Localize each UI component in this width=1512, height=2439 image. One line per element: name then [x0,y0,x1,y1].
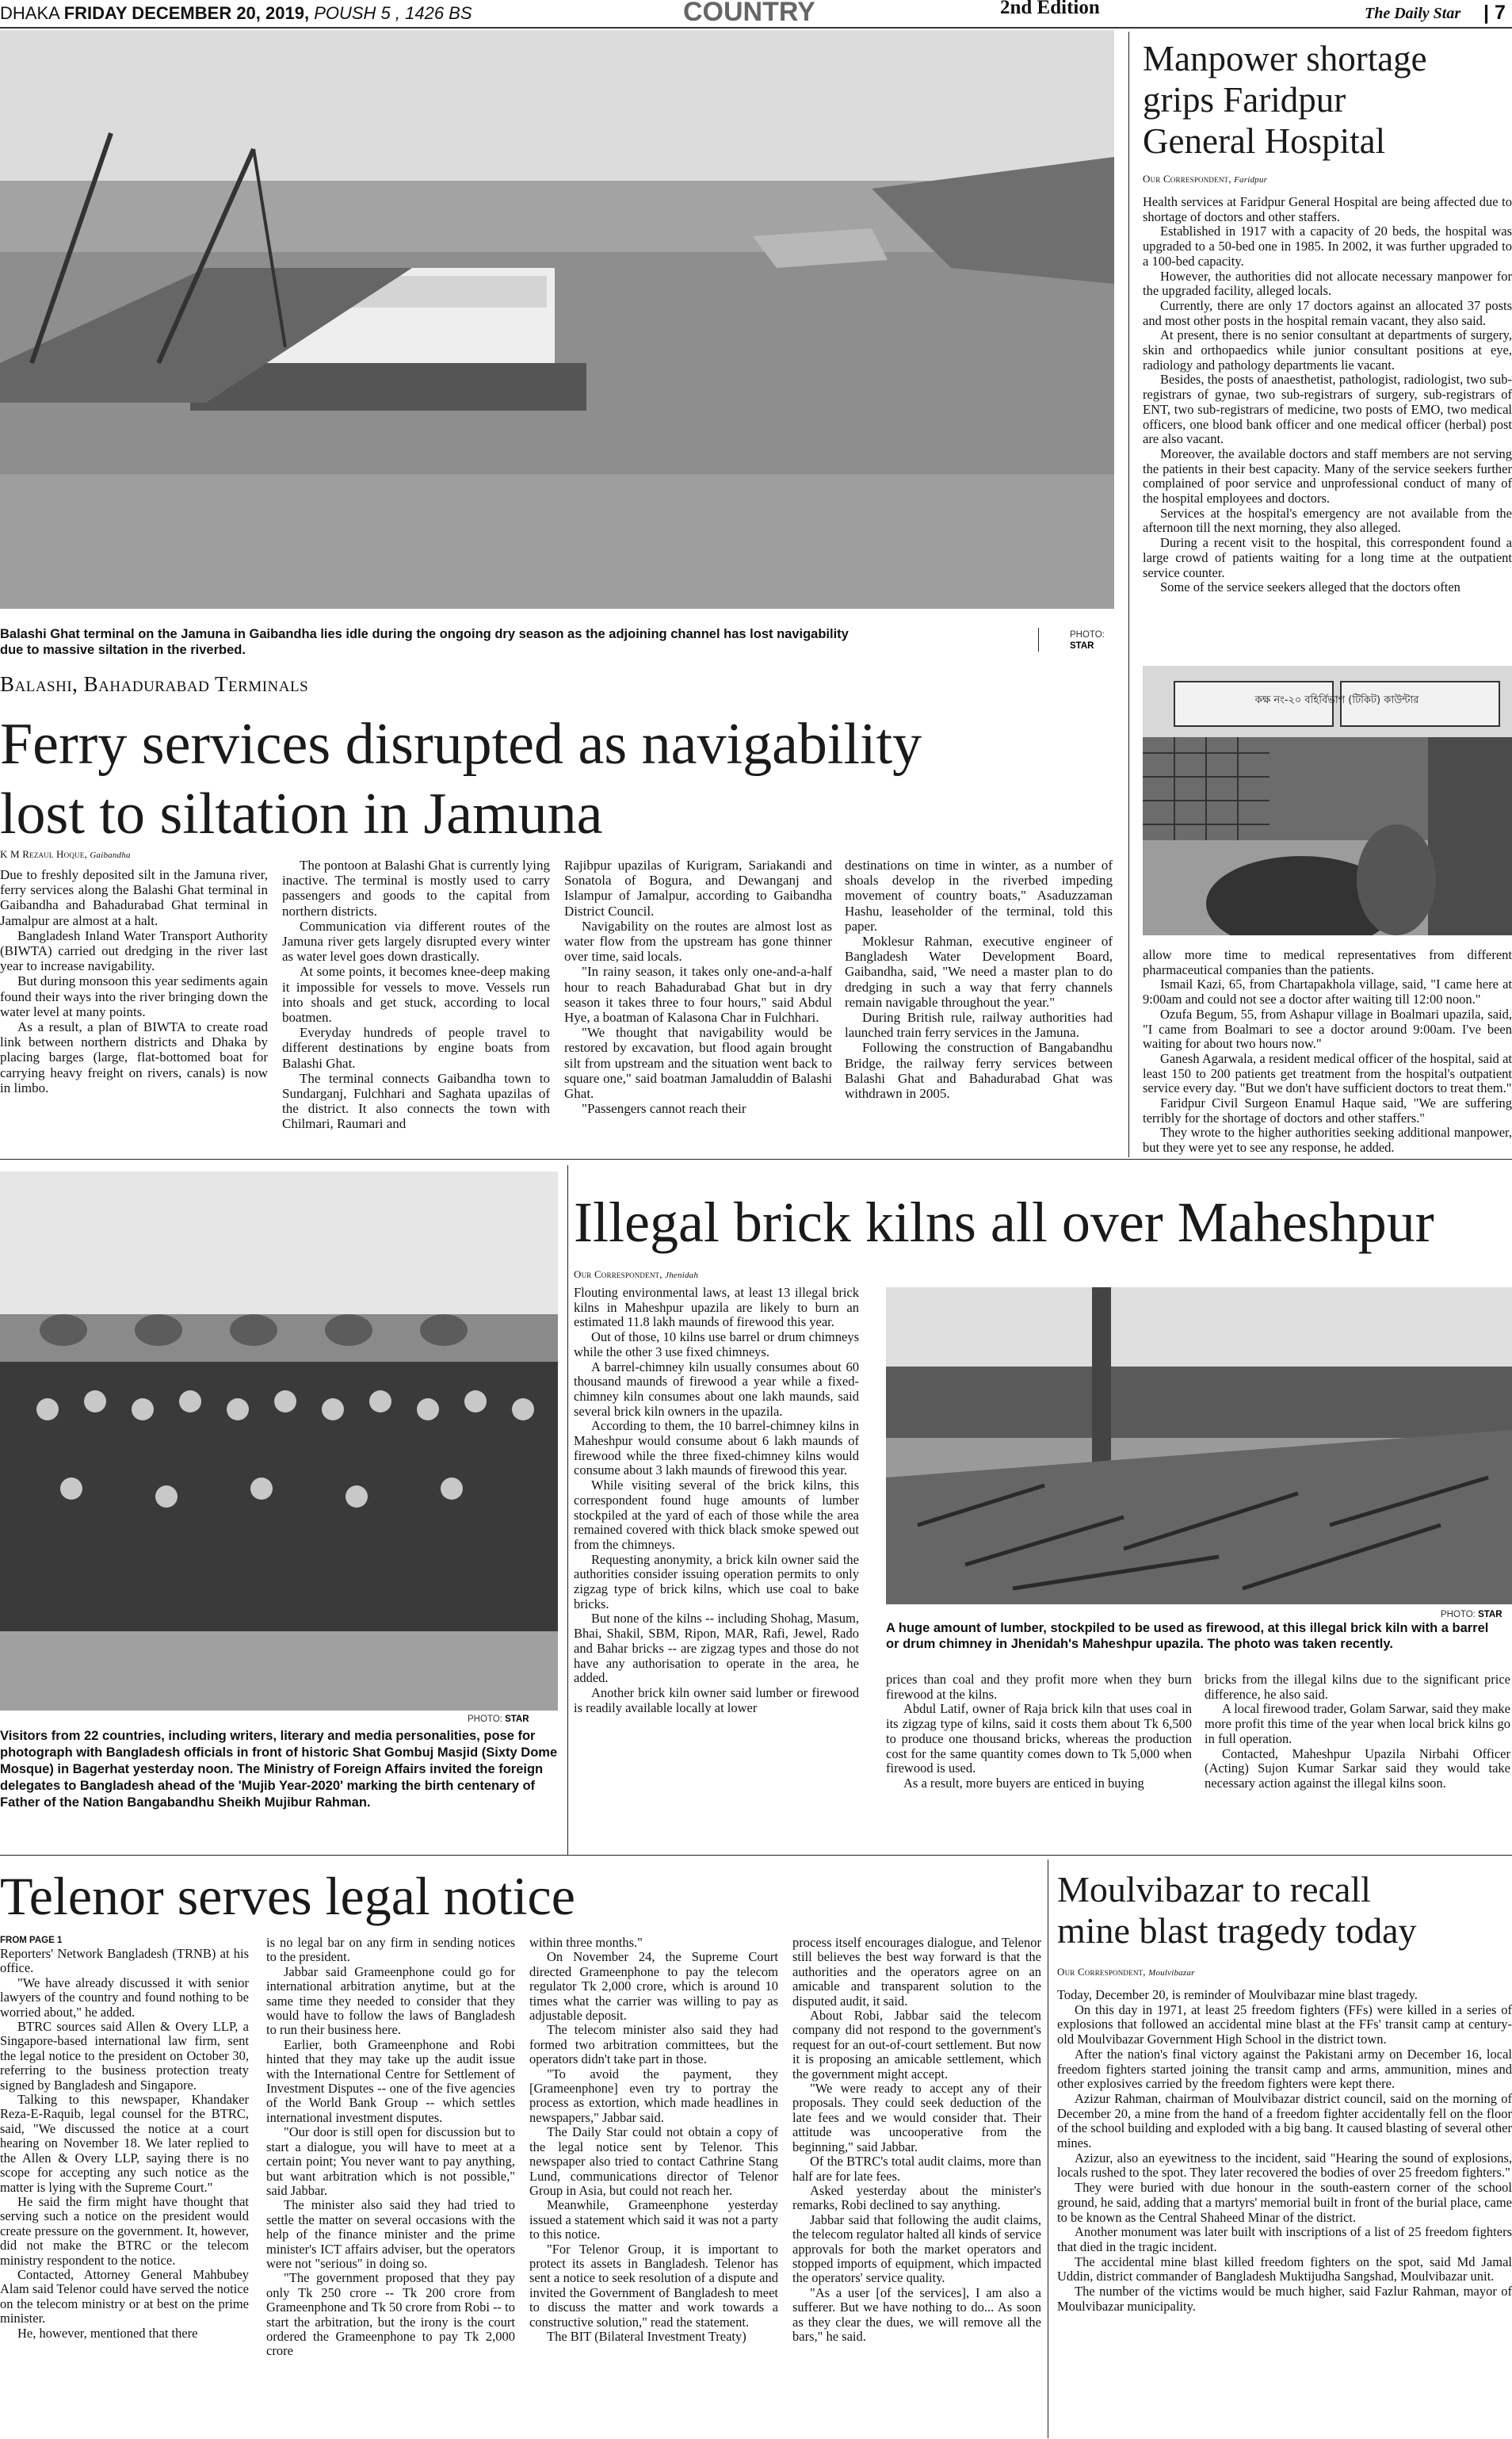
brick-kiln-photo [886,1287,1512,1604]
manpower-headline: Manpower shortage grips Faridpur General Hospital [1143,39,1427,161]
manpower-byline: Our Correspondent, Faridpur [1143,173,1268,185]
ferry-col-2: The pontoon at Balashi Ghat is currently lying inactive. The terminal is mostly used to carry passengers and goods to the capital from northern districts. Communication via different routes of the Jamuna river gets largely disrupted every winter as water level goes down drastically. At some points, it becomes knee-deep making it impossible for vessels to move. Vessels run into shoals and get stuck, according to local boatmen. Everyday hundreds of people travel to different destinations by engine boats from Balashi Ghat. The terminal connects Gaibandha town to Sundarganj, Fulchhari and Saghata upazilas of the district. It also connects the town with Chilmari, Raumari and [282,858,550,1132]
ferry-byline: K M Rezaul Hoque, Gaibandha [0,848,131,860]
manpower-body-top: Health services at Faridpur General Hospital are being affected due to shortage of doctors and other staffers. Established in 1917 with a capacity of 20 beds, the hospital was upgraded to a 50-bed one in 1985. In 2002, it was further upgraded to a 100-bed capacity. However, the authorities did not allocate necessary manpower for the upgraded facility, alleged locals. Currently, there are only 17 doctors against an allocated 37 posts and most other posts in the hospital remain vacant, they also said. At present, there is no senior consultant at departments of surgery, skin and orthopaedics while junior consultant positions at eye, radiology and pathology departments lie vacant. Besides, the posts of anaesthetist, pathologist, radiologist, two sub-registrars of gynae, two sub-registrars of surgery, sub-registrars of ENT, two sub-registrars of medicine, two posts of EMO, two medical officers, one blood bank officer and one medical officer (herbal) post are also vacant. Moreover, the available doctors and staff members are not serving the patients in their best capacity. Many of the service seekers further complained of poor service and unprofessional conduct of many of the hospital employees and doctors. Services at the hospital's emergency are not available from the afternoon till the next morning, they also alleged. During a recent visit to the hospital, this correspondent found a large crowd of patients waiting for a long time at the outpatient service counter. Some of the service seekers alleged that the doctors often [1143,194,1512,595]
ferry-kicker: Balashi, Bahadurabad Terminals [0,672,309,696]
visitors-photo-caption: Visitors from 22 countries, including writers, literary and media personalities, pose for photograph with Bangladesh officials in front of historic Shat Gombuj Masjid (Sixty Dome Mosque) in Bagerhat yesterday noon. The Ministry of Foreign Affairs invited the foreign delegates to Bangladesh ahead of the 'Mujib Year-2020' marking the birth centenary of Father of the Nation Bangabandhu Sheikh Mujibur Rahman. [0,1729,558,1810]
visitors-photo [0,1172,558,1711]
ferry-col-3: Rajibpur upazilas of Kurigram, Sariakandi and Sonatola of Bogura, and Dewanganj and Islampur of Jamalpur, according to Gaibandha District Council. Navigability on the routes are almost lost as water flow from the upstream has gone thinner over time, said locals. "In rainy season, it takes only one-and-a-half hour to reach Bahadurabad Ghat but in dry season it takes three to four hours," said Abdul Hye, a boatman of Kalasona Char in Fulchhari. "We thought that navigability would be restored by excavation, but flood again brought silt from upstream and the situation went back to square one," said boatman Jamaluddin of Balashi Ghat. "Passengers cannot reach their [564,858,832,1117]
telenor-col-3: within three months." On November 24, the Supreme Court directed Grameenphone to pay the telecom regulator Tk 2,000 crore, which is around 10 times what the carrier was willing to pay as adjustable deposit. The telecom minister also said they had formed two arbitration committees, but the operators didn't take part in those. "To avoid the payment, they [Grameenphone] even try to portray the process as extortion, which made headlines in newspapers," Jabbar said. The Daily Star could not obtain a copy of the legal notice sent by Telenor. This newspaper also tried to contact Cathrine Stang Lund, communications director of Telenor Group in Asia, but could not reach her. Meanwhile, Grameenphone yesterday issued a statement which said it was not a party to this notice. "For Telenor Group, it is important to protect its assets in Bangladesh. Telenor has sent a notice to seek resolution of a dispute and invited the Government of Bangladesh to meet to discuss the matter and work towards a constructive solution," read the statement. The BIT (Bilateral Investment Treaty) [529,1935,778,2344]
kilns-col-2: prices than coal and they profit more when they burn firewood at the kilns. Abdul Latif, owner of Raja brick kiln that uses coal in its zigzag type of kilns, said it costs them about Tk 6,500 to produce one thousand bricks, whereas the production cost for the same quantity comes down to Tk 5,000 when firewood is used. As a result, more buyers are enticed in buying [886,1672,1192,1791]
telenor-headline: Telenor serves legal notice [0,1866,575,1926]
visitors-photo-credit: PHOTO: STAR [468,1715,529,1724]
kiln-photo-caption: A huge amount of lumber, stockpiled to be used as firewood, at this illegal brick kiln with a barrel or drum chimney in Jhenidah's Maheshpur upazila. The photo was taken recently. [886,1621,1489,1651]
edition-label: 2nd Edition [1000,0,1100,18]
kilns-byline: Our Correspondent, Jhenidah [574,1268,699,1280]
hospital-photo [1143,666,1512,935]
moulvibazar-byline: Our Correspondent, Moulvibazar [1057,1966,1195,1978]
telenor-from: FROM PAGE 1 [0,1936,63,1945]
section-title: COUNTRY [683,0,815,27]
moulvibazar-body: Today, December 20, is reminder of Moulvibazar mine blast tragedy. On this day in 1971, at least 25 freedom fighters (FFs) were killed in a series of explosions that followed an accidental mine blast at the FFs' transit camp at century-old Moulvibazar Government High School in the district town. After the nation's final victory against the Pakistani army on December 16, local freedom fighters started joining the transit camp and arms, ammunition, mines and other explosives carried by the freedom fighters were kept there. Azizur Rahman, chairman of Moulvibazar district council, said on the morning of December 20, a mine from the hand of a freedom fighter accidentally fell on the floor of the school building and exploded with a big bang. It caused blasting of several other mines. Azizur, also an eyewitness to the incident, said "Hearing the sound of explosions, locals rushed to the spot. They later recovered the bodies of over 25 freedom fighters." They were buried with due honour in the south-eastern corner of the school ground, he said, adding that a martyrs' memorial built in front of the burial place, came to be known as the Central Shaheed Minar of the district. Another monument was later built with inscriptions of a list of 25 freedom fighters that died in the tragic incident. The accidental mine blast killed freedom fighters on the spot, said Md Jamal Uddin, district commander of Bangladesh Muktijudha Sangshad, Moulvibazar unit. The number of the victims would be much higher, said Fazlur Rahman, mayor of Moulvibazar municipality. [1057,1987,1512,2314]
telenor-col-4: process itself encourages dialogue, and Telenor still believes the best way forward is that the authorities and the operators agree on an amicable and transparent solution to the disputed audit, it said. About Robi, Jabbar said the telecom company did not respond to the government's request for an out-of-court settlement. But now it is proposing an amicable settlement, which the government might accept. "We were ready to accept any of their proposals. They could seek deduction of the late fees and we would consider that. Their attitude was uncooperative from the beginning," said Jabbar. Of the BTRC's total audit claims, more than half are for late fees. Asked yesterday about the minister's remarks, Robi declined to say anything. Jabbar said that following the audit claims, the telecom regulator halted all kinds of service approvals for both the market operators and stopped imports of equipment, which impacted the operators' service quality. "As a user [of the services], I am also a sufferer. But we have nothing to do... As soon as they clear the dues, we will remove all the bars," he said. [792,1935,1041,2344]
manpower-body-bottom: allow more time to medical representatives from different pharmaceutical companies than the patients. Ismail Kazi, 65, from Chartapakhola village, said, "I came here at 9:00am and could not see a doctor after waiting till 12:00 noon." Ozufa Begum, 55, from Ashapur village in Boalmari upazila, said, "I came from Boalmari to see a doctor around 9:00am. I've been waiting for about two hours now." Ganesh Agarwala, a resident medical officer of the hospital, said at least 150 to 200 patients get treatment from the hospital's outpatient service every day. "But we don't have sufficient doctors to treat them." Faridpur Civil Surgeon Enamul Haque said, "We are suffering terribly for the shortage of doctors and other staffers." They wrote to the higher authorities seeking additional manpower, but they were yet to see any response, he added. [1143,947,1512,1156]
ferry-col-1: Due to freshly deposited silt in the Jamuna river, ferry services along the Balashi Ghat terminal in Gaibandha and Bahadurabad Ghat terminal in Jamalpur are almost at a halt. Bangladesh Inland Water Transport Authority (BIWTA) carried out dredging in the river last year to increase navigability. But during monsoon this year sediments again found their ways into the river bringing down the water level at many points. As a result, a plan of BIWTA to create road link between northern districts and Dhaka by placing barges (large, flat-bottomed boat for carrying heavy freight on rivers, canals) is now in limbo. [0,867,268,1095]
ferry-headline: Ferry services disrupted as navigability lost to siltation in Jamuna [0,712,922,847]
hospital-sign: কক্ষ নং-২০ বহির্বিভাগ (টিকিট) কাউন্টার [1254,694,1419,706]
ferry-col-4: destinations on time in winter, as a number of shoals develop in the riverbed impeding movement of country boats," Asaduzzaman Hashu, leaseholder of the terminal, told this paper. Moklesur Rahman, executive engineer of Bangladesh Water Development Board, Gaibandha, said, "We need a master plan to do dredging in such a way that ferry channels remain navigable throughout the year." During British rule, railway authorities had launched train ferry services in the Jamuna. Following the construction of Bangabandhu Bridge, the railway ferry services between Balashi Ghat and Bahadurabad Ghat was withdrawn in 2005. [845,858,1113,1102]
kilns-col-3: bricks from the illegal kilns due to the significant price difference, he also said. A local firewood trader, Golam Sarwar, said they make more profit this time of the year when local brick kilns go in full operation. Contacted, Maheshpur Upazila Nirbahi Officer (Acting) Sujon Kumar Sarkar said they would take necessary action against the illegal kilns soon. [1205,1672,1510,1791]
telenor-col-1: Reporters' Network Bangladesh (TRNB) at his office. "We have already discussed it with senior lawyers of the country and found nothing to be worried about," he added. BTRC sources said Allen & Overy LLP, a Singapore-based international law firm, sent the legal notice to the president on October 30, referring to the business protection treaty signed by Bangladesh and Singapore. Talking to this newspaper, Khandaker Reza-E-Raquib, legal counsel for the BTRC, said, "We discussed the notice at a court hearing on November 18. We later replied to the Allen & Overy LLP, saying there is no scope for accepting any such notice as the matter is lying with the Supreme Court." He said the firm might have thought that serving such a notice on the president would create pressure on the government. It, however, did not make the BTRC or the telecom ministry respondent to the notice. Contacted, Attorney General Mahbubey Alam said Telenor could have served the notice on the telecom ministry or at best on the prime minister. He, however, mentioned that there [0,1946,249,2341]
kilns-col-1: Flouting environmental laws, at least 13 illegal brick kilns in Maheshpur upazila are likely to burn an estimated 11.8 lakh maunds of firewood this year. Out of those, 10 kilns use barrel or drum chimneys while the other 3 use fixed chimneys. A barrel-chimney kiln usually consumes about 60 thousand maunds of firewood a year while a fixed-chimney kiln consumes about one lakh maunds, said several brick kiln owners in the upazila. According to them, the 10 barrel-chimney kilns in Maheshpur would consume about 6 lakh maunds of firewood while the three fixed-chimney kilns would consume about 3 lakh maunds of firewood this year. While visiting several of the brick kilns, this correspondent found huge amounts of lumber stockpiled at the yard of each of those while the area remained covered with thick black smoke spewed out from the chimneys. Requesting anonymity, a brick kiln owner said the authorities consider issuing operation permits to only zigzag type of brick kilns, which use coal to bake bricks. But none of the kilns -- including Shohag, Masum, Bhai, Shakil, SBM, Ripon, MAR, Rafi, Jewel, Rado and Bahar bricks -- are zigzag types and those do not have any authorisation to operate in the area, he added. Another brick kiln owner said lumber or firewood is readily available locally at lower [574,1285,859,1715]
ferry-photo-credit: PHOTO: STAR [1070,630,1105,651]
kilns-headline: Illegal brick kilns all over Maheshpur [574,1191,1434,1254]
masthead-logo: The Daily Star [1365,5,1461,22]
kiln-photo-credit: PHOTO: STAR [1441,1610,1502,1619]
telenor-col-2: is no legal bar on any firm in sending notices to the president. Jabbar said Grameenphone could go for international arbitration anytime, but at the same time they needed to consider that they would have to follow the laws of Bangladesh to run their business here. Earlier, both Grameenphone and Robi hinted that they may take up the audit issue with the International Centre for Settlement of Investment Disputes -- one of the five agencies of the World Bank Group -- which settles international investment disputes. "Our door is still open for discussion but to start a dialogue, you will have to meet at a certain point; You never want to pay anything, but want arbitration which is not possible," said Jabbar. The minister also said they had tried to settle the matter on several occasions with the help of the finance minister and the prime minister's ICT affairs adviser, but the operators were not "serious" in doing so. "The government proposed that they pay only Tk 250 crore -- Tk 200 crore from Grameenphone and Tk 50 crore from Robi -- to start the arbitration, but the irony is the court ordered the Grameenphone to pay Tk 2,000 crore [266,1935,516,2359]
moulvibazar-headline: Moulvibazar to recall mine blast tragedy today [1057,1869,1417,1951]
page-number: | 7 [1483,2,1506,24]
folio-header [0,0,1512,29]
ferry-photo [0,30,1114,609]
dateline: DHAKA FRIDAY DECEMBER 20, 2019, POUSH 5 , 1426 BS [0,3,472,23]
ferry-photo-caption: Balashi Ghat terminal on the Jamuna in Gaibandha lies idle during the ongoing dry season as the adjoining channel has lost navigability due to massive siltation in the riverbed. [0,627,849,657]
